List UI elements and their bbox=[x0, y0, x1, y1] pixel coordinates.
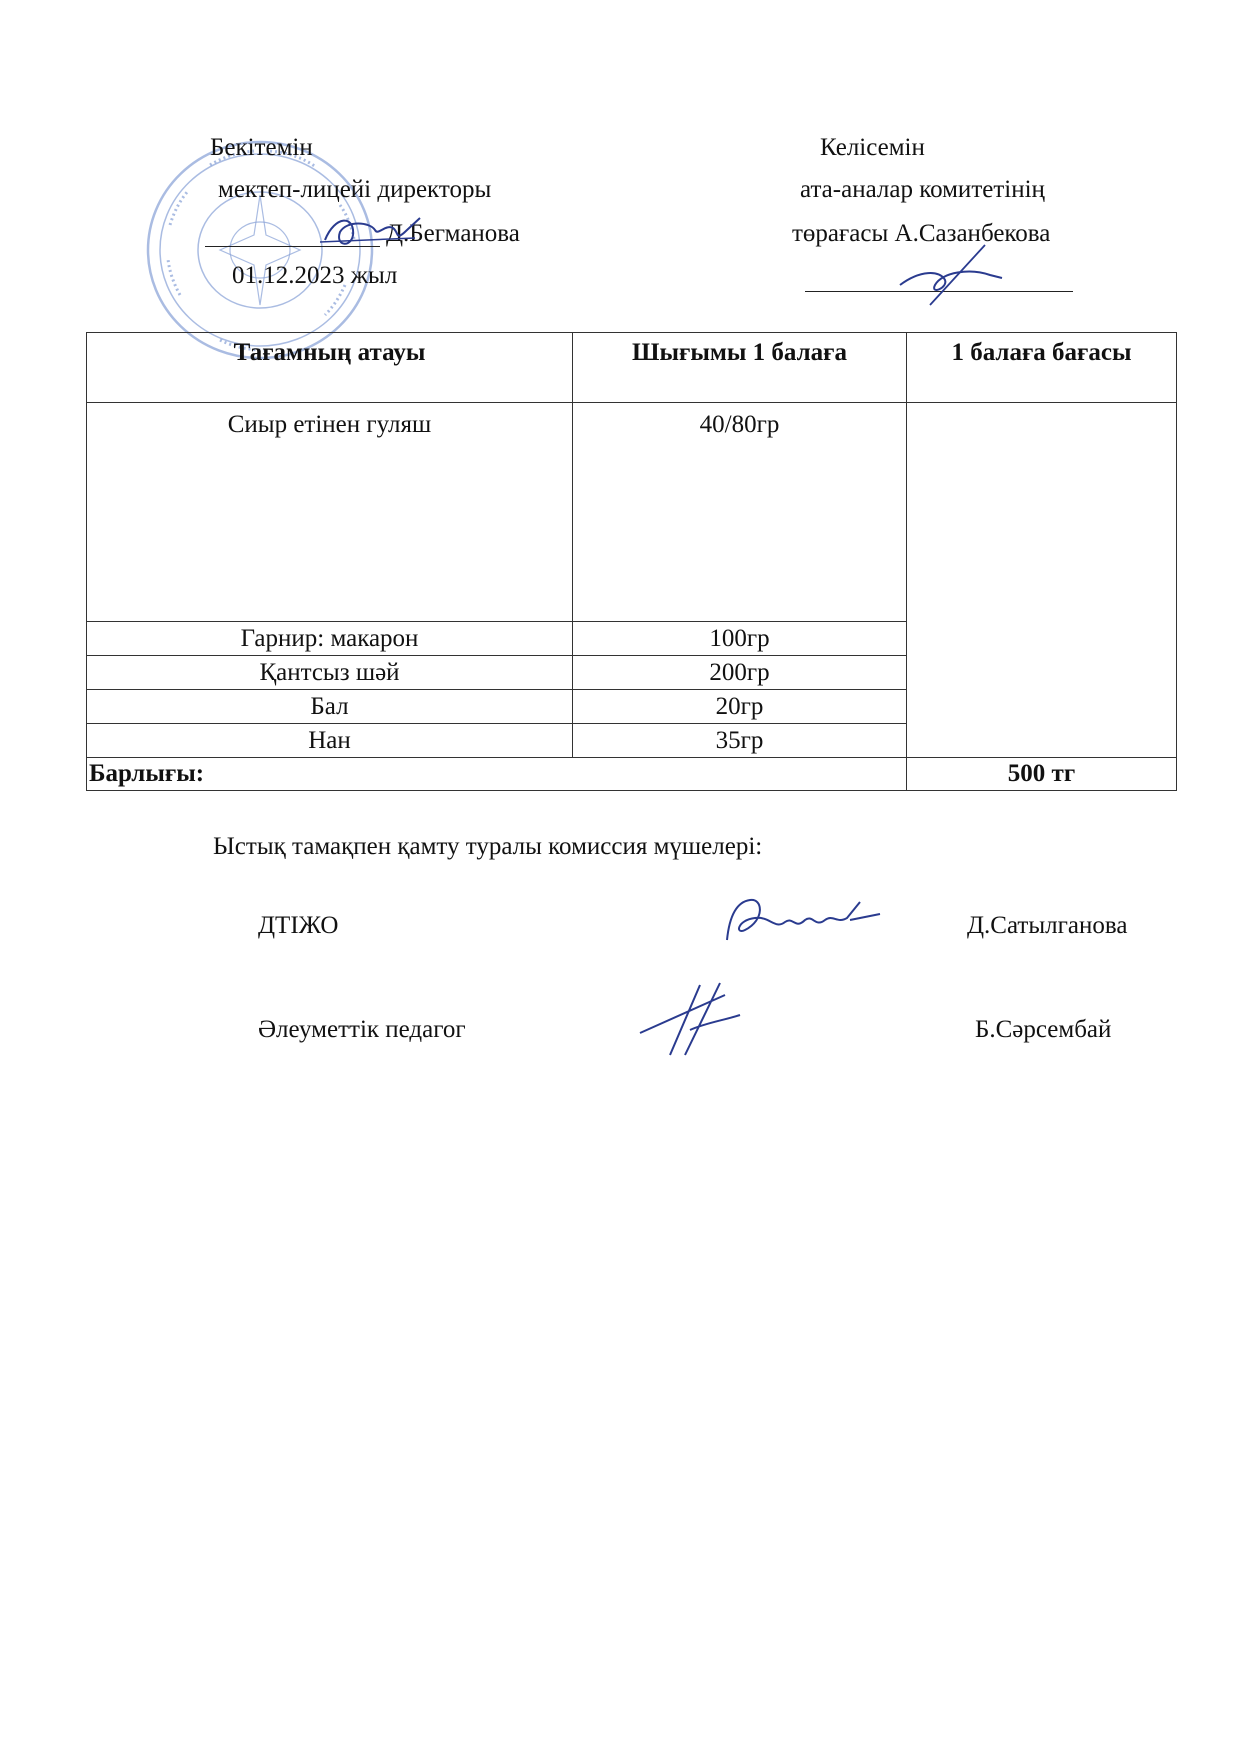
approve-title: Бекітемін bbox=[210, 134, 313, 161]
dish-name: Гарнир: макарон bbox=[87, 622, 573, 656]
dish-portion: 35гр bbox=[573, 724, 907, 758]
menu-table bbox=[86, 332, 1177, 791]
dish-portion: 20гр bbox=[573, 690, 907, 724]
member-role: Әлеуметтік педагог bbox=[258, 1016, 466, 1043]
committee-signature bbox=[890, 240, 1010, 310]
agree-name: төрағасы А.Сазанбекова bbox=[792, 220, 1051, 247]
header-price: 1 балаға бағасы bbox=[907, 333, 1177, 403]
approve-name: Д.Бегманова bbox=[386, 220, 520, 247]
commission-heading: Ыстық тамақпен қамту туралы комиссия мүшелері: bbox=[213, 833, 763, 860]
approve-date: 01.12.2023 жыл bbox=[232, 262, 398, 289]
dish-name: Қантсыз шәй bbox=[87, 656, 573, 690]
member-signature bbox=[715, 890, 890, 950]
table-row bbox=[87, 403, 1177, 622]
dish-name: Сиыр етінен гуляш bbox=[87, 403, 573, 622]
dish-portion: 200гр bbox=[573, 656, 907, 690]
header-portion: Шығымы 1 балаға bbox=[573, 333, 907, 403]
member-signature bbox=[630, 975, 750, 1065]
dish-name: Нан bbox=[87, 724, 573, 758]
agree-title: Келісемін bbox=[820, 134, 925, 161]
dish-name: Бал bbox=[87, 690, 573, 724]
dish-portion: 100гр bbox=[573, 622, 907, 656]
price-cell bbox=[907, 403, 1177, 758]
dish-portion: 40/80гр bbox=[573, 403, 907, 622]
total-label: Барлығы: bbox=[87, 758, 907, 791]
agree-position: ата-аналар комитетінің bbox=[800, 176, 1045, 203]
total-row bbox=[87, 758, 1177, 791]
header-dish-name: Тағамның атауы bbox=[87, 333, 573, 403]
table-header-row bbox=[87, 333, 1177, 403]
total-value: 500 тг bbox=[907, 758, 1177, 791]
member-name: Д.Сатылганова bbox=[967, 912, 1128, 939]
director-signature bbox=[315, 210, 425, 255]
approve-position: мектеп-лицейі директоры bbox=[218, 176, 492, 203]
member-name: Б.Сәрсембай bbox=[975, 1016, 1112, 1043]
member-role: ДТІЖО bbox=[258, 912, 339, 939]
